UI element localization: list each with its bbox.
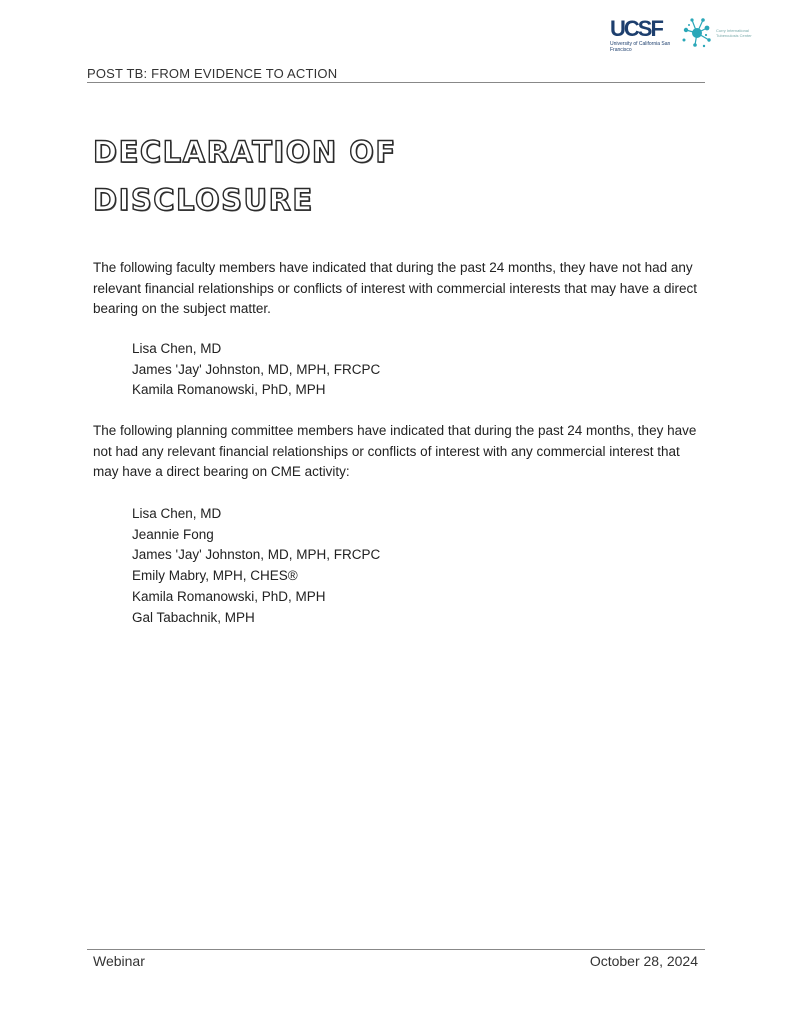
footer-divider [87, 949, 705, 950]
page-title-line-1: DECLARATION OF [93, 135, 397, 169]
running-header-title: POST TB: FROM EVIDENCE TO ACTION [87, 66, 338, 81]
committee-member: Emily Mabry, MPH, CHES® [132, 568, 298, 584]
page-title [93, 128, 493, 224]
faculty-disclosure-statement: The following faculty members have indicated that during the past 24 months, they have not had any relevant financial relationships or conflicts of interest with commercial interests that may have a direct bearing on the subject matter. [93, 260, 698, 317]
committee-member: James 'Jay' Johnston, MD, MPH, FRCPC [132, 547, 381, 563]
ucsf-logo-subtext: University of California San Francisco [610, 41, 671, 53]
committee-list [132, 504, 380, 628]
ucsf-logo [610, 18, 672, 53]
faculty-member: Lisa Chen, MD [132, 341, 222, 356]
header-logos [606, 14, 756, 66]
faculty-member: Kamila Romanowski, PhD, MPH [132, 382, 326, 398]
committee-member: Jeannie Fong [132, 526, 214, 542]
footer-date: October 28, 2024 [589, 953, 698, 969]
page-title-line-2: DISCLOSURE [93, 183, 314, 217]
curry-center-splash-icon [680, 16, 714, 50]
faculty-list [132, 339, 380, 401]
committee-member: Lisa Chen, MD [132, 506, 222, 521]
faculty-member: James 'Jay' Johnston, MD, MPH, FRCPC [132, 361, 381, 377]
footer-event-type: Webinar [93, 953, 145, 969]
ucsf-logo-mark: UCSF [610, 16, 662, 41]
committee-disclosure-statement: The following planning committee members have indicated that during the past 24 months, they have not had any relevant financial relationships or conflicts of interest with any commercial interest that may have a direct bearing on CME activity: [93, 423, 697, 480]
header-divider [87, 82, 705, 83]
committee-member: Kamila Romanowski, PhD, MPH [132, 588, 326, 604]
partner-logo-text: Curry International Tuberculosis Center [716, 28, 752, 38]
committee-member: Gal Tabachnik, MPH [132, 609, 255, 625]
